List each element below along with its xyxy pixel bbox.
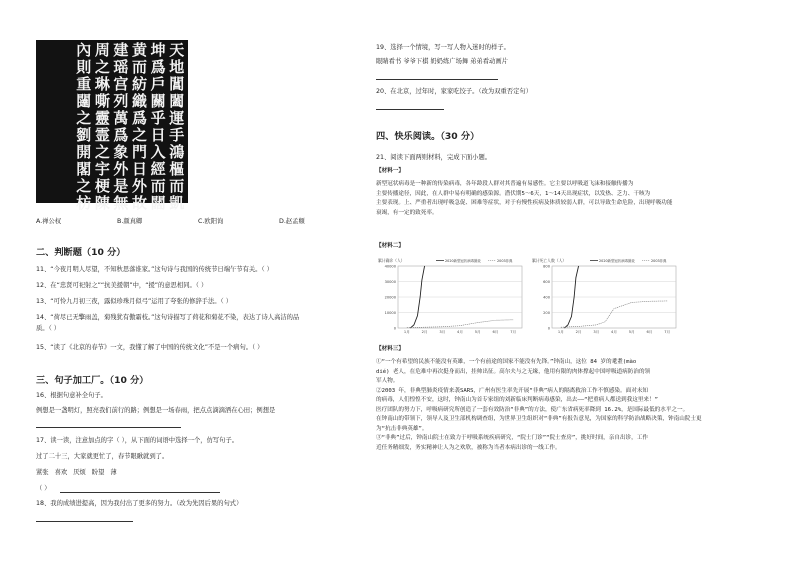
calligraphy-char: 梗 [94,177,110,195]
q17-paren: （ ） [36,485,51,492]
x-tick-label: 7月 [664,330,671,334]
option-b[interactable]: B.颜真卿 [117,218,143,225]
q16: 16、根据句意补全句子。 [36,392,107,399]
x-tick-label: 1月 [557,330,564,334]
calligraphy-char: 周 [94,41,110,59]
calligraphy-char: 內 [76,41,92,59]
calligraphy-char: 凱 [169,194,185,212]
y-tick-label: 30000 [384,280,396,284]
x-tick-label: 6月 [492,330,499,334]
calligraphy-char: 黄 [132,41,148,59]
calligraphy-char: 嘶 [94,92,110,110]
legend-label: 2020新型冠状病毒肺炎 [445,259,481,263]
y-tick-label: 600 [543,280,550,284]
calligraphy-char: 天 [169,41,185,59]
mat1-line: 衰竭，有一定的致死率。 [376,209,438,216]
x-tick-label: 7月 [510,330,517,334]
calligraphy-char: 靈 [94,109,110,127]
calligraphy-char: 坤 [150,41,166,59]
calligraphy-char: 無 [113,194,129,212]
calligraphy-char: 陳 [94,194,110,212]
calligraphy-char: 開 [76,143,92,161]
calligraphy-char: 關 [150,92,166,110]
x-tick-label: 5月 [474,330,481,334]
section4-title: 四、快乐阅读。（30 分） [376,131,480,142]
q12: 12、在“忠贤可祀射之”“抗美援朝”中，“援”的意思相同。（ ） [36,282,208,289]
q19-answer-line[interactable] [376,73,498,80]
q20: 20、在北京，过年时，家家吃饺子。（改为双重否定句） [376,88,532,95]
calligraphy-column [167,41,186,212]
calligraphy-char: 而 [150,177,166,195]
calligraphy-char: 織 [132,92,148,110]
calligraphy-char: 戶 [150,75,166,93]
mat3-line: 的病毒，人们惶惶不安，这时，钟南山为首专家组的刘新临床判断病毒感染，出去——“把重病人都送到我这里来！” [376,397,658,403]
calligraphy-char: 之 [132,126,148,144]
calligraphy-column [130,41,149,212]
calligraphy-char: 瑶 [113,58,129,76]
q17-answer-line[interactable] [60,486,220,493]
calligraphy-char: 運 [169,109,185,127]
q16-text: 例想是一盏明灯，照亮我们前行的路；例想是一场春雨，把点点滴滴洒在心田；例想是 [36,407,276,414]
calligraphy-char: 之 [76,177,92,195]
chart-confirmed [376,254,528,340]
q20-answer-line[interactable] [376,103,444,110]
calligraphy-char: 象 [113,143,129,161]
calligraphy-char: 琳 [94,75,110,93]
mat3-line: 在钟南山的带领下，领导人及卫生部机构调查组，为世界卫生组织对“非典”有报告意见，为国家的科学防治战略决策，钟南山院士更 [376,416,702,422]
q19-options: 眼睛看书 爷爷下棋 奶奶练广场舞 弟弟看动画片 [376,58,508,65]
calligraphy-char: 是 [113,177,129,195]
calligraphy-char: 鴻 [169,143,185,161]
calligraphy-char: 閣 [76,160,92,178]
option-c[interactable]: C.欧阳询 [198,218,224,225]
calligraphy-char: 萬 [113,109,129,127]
q17: 17、读一读，注意加点的字（ ），从下面的词语中选择一个，仿写句子。 [36,437,239,444]
x-tick-label: 5月 [628,330,635,334]
option-a[interactable]: A.禅公权 [36,218,62,225]
calligraphy-char: 手 [169,126,185,144]
y-tick-label: 40000 [384,264,396,269]
x-tick-label: 3月 [593,330,600,334]
calligraphy-char: 建 [113,41,129,59]
x-tick-label: 3月 [439,330,446,334]
calligraphy-char: 枋 [76,194,92,212]
y-tick-label: 20000 [384,295,396,300]
calligraphy-char: 外 [113,160,129,178]
chart-deaths [530,254,682,340]
x-tick-label: 2月 [575,330,582,334]
calligraphy-column [112,41,131,212]
y-tick-label: 10000 [384,311,396,315]
section2-title: 二、判断题（10 分） [36,247,126,258]
q17-sentence: 过了二十三，大家就更忙了，春节眼瞅就到了。 [36,453,169,460]
mat3-line: 为“抗击非典英雄”。 [376,425,428,432]
legend-label: 2020新型冠状病毒肺炎 [599,259,635,263]
calligraphy-column [93,41,112,212]
calligraphy-char: 宇 [94,160,110,178]
calligraphy-char: 經 [150,160,166,178]
mat1-line: 主要传播途径，因此，在人群中易有明确的感染源。潜伏期5～6天，1～14天出现症状，以发热、乏力、干咳为 [376,190,651,197]
y-axis-label: 累计死亡人数（人） [532,258,567,263]
calligraphy-column [149,41,168,212]
mat3-line: 近任务精细发，务实精神让人为之欢欣，被称为当者本病出诊的一线工作。 [376,444,561,451]
q18: 18、我的成绩进提高，因为我付出了更多的努力。（改为先因后果的句式） [36,500,243,507]
calligraphy-char: 日 [150,126,166,144]
calligraphy-char: 闔 [169,92,185,110]
mat3-line: dié) 老人，在危难中再次挺身而出，挂帅出征。高尔夫与之无缘，他用有限的肉体撑起中国呼吸道病防治的领 [376,368,651,375]
calligraphy-char: 之 [76,109,92,127]
mat3-line: 军人物。 [376,378,399,384]
x-tick-label: 4月 [457,330,463,334]
material2-title: 【材料二】 [376,243,404,249]
calligraphy-char: 重 [76,75,92,93]
legend-label: 2003非典 [497,259,513,263]
q21: 21、阅读下面两则材料，完成下面小题。 [376,154,492,161]
calligraphy-char: 閶 [169,75,185,93]
calligraphy-char: 故 [132,194,148,212]
calligraphy-char: 日 [132,160,148,178]
q14-cont: 质。（ ） [36,325,61,332]
mat3-line: ②2003 年，非典型肺炎疫情来袭SARS，广州有医生率先开展“非典”病人的隔离救治工作不慎感染。面对未知 [376,387,648,394]
calligraphy-column [74,41,93,212]
calligraphy-char: 之 [94,58,110,76]
mat3-line: ③“非典”过后，钟南山院士在致力于呼吸系统疾病研究，“院士门诊”“院士查房”，挑好时间，亲自出诊，工作 [376,435,648,441]
calligraphy-char: 紡 [132,75,148,93]
calligraphy-char: 則 [76,58,92,76]
calligraphy-char: 爲 [132,109,148,127]
material1-text [376,180,672,218]
mat1-line: 新型冠状病毒是一种新的传染病毒，各年龄段人群对其普遍有易感性。它主要以呼吸道飞沫和接触传播为 [376,181,634,187]
legend-label: 2003非典 [651,259,667,263]
calligraphy-char: 宫 [113,75,129,93]
q16-answer-line[interactable] [36,420,181,428]
x-tick-label: 6月 [646,330,653,334]
calligraphy-image [36,40,188,212]
calligraphy-char: 劉 [76,126,92,144]
mat3-line: 医疗团队的努力下，呼吸病研究所创造了一套有效防治“非典”的方法，使广东省病死率降到 16.2%，是国际最低的水平之一。 [376,406,689,413]
calligraphy-char: 爲 [150,58,166,76]
calligraphy-char: 乎 [150,109,166,127]
x-tick-label: 4月 [611,330,617,334]
calligraphy-char: 樞 [169,160,185,178]
q11: 11、“今夜月明人尽望，不知秋思落谁家。”这句诗与我国的传统节日端午节有关。（ ） [36,266,273,273]
y-tick-label: 800 [543,264,550,269]
material3-text [376,358,702,453]
calligraphy-char: 地 [169,58,185,76]
material3-title: 【材料三】 [376,346,404,352]
section3-title: 三、句子加工厂。（10 分） [36,375,149,386]
y-tick-label: 400 [543,295,550,300]
calligraphy-char: 而 [169,177,185,195]
y-tick-label: 200 [543,311,550,315]
x-tick-label: 1月 [403,330,410,334]
calligraphy-char: 外 [132,177,148,195]
q18-answer-line[interactable] [36,515,133,522]
q17-words: 紧张 喜欢 厌烦 盼望 薄 [36,469,117,476]
calligraphy-char: 而 [132,58,148,76]
calligraphy-char: 爲 [113,126,129,144]
calligraphy-char: 門 [132,143,148,161]
q15: 15、“读了《北京的春节》一文，我懂了解了中国的传统文化”不是一个病句。（ ） [36,344,264,351]
chart-deaths-svg [530,254,682,340]
calligraphy-char: 列 [113,92,129,110]
y-tick-label: 0 [547,326,550,331]
y-axis-label: 累计确诊（人） [378,258,405,263]
q19: 19、选择一个情境，写一写人物入迷时的样子。 [376,44,510,51]
mat1-line: 主要表现。上、严重者出现呼吸急促、困难等症状，对于有慢性疾病及体质较弱人群，可以导致生命危险，出现呼吸功能 [376,200,673,206]
y-tick-label: 0 [393,326,396,331]
calligraphy-char: 霊 [94,126,110,144]
mat3-line: ①“一个有希望的民族不能没有英雄，一个有前途的国家不能没有先锋。”钟南山，这位 84 岁的耄耋(mào [376,359,637,365]
x-tick-label: 2月 [421,330,428,334]
calligraphy-char: 闥 [76,92,92,110]
material1-title: 【材料一】 [376,168,404,174]
option-d[interactable]: D.赵孟頫 [279,218,305,225]
q14: 14、“荷尽已无擎雨盖，菊残犹有傲霜枝。”这句诗描写了荷花和菊花不染，表达了诗人高洁的品 [36,314,300,321]
calligraphy-char: 入 [150,143,166,161]
calligraphy-char: 闊 [150,194,166,212]
chart-confirmed-svg [376,254,528,340]
calligraphy-char: 之 [94,143,110,161]
q13: 13、“可怜九月初三夜，露似珍珠月似弓”运用了夸张的修辞手法。（ ） [36,298,232,305]
